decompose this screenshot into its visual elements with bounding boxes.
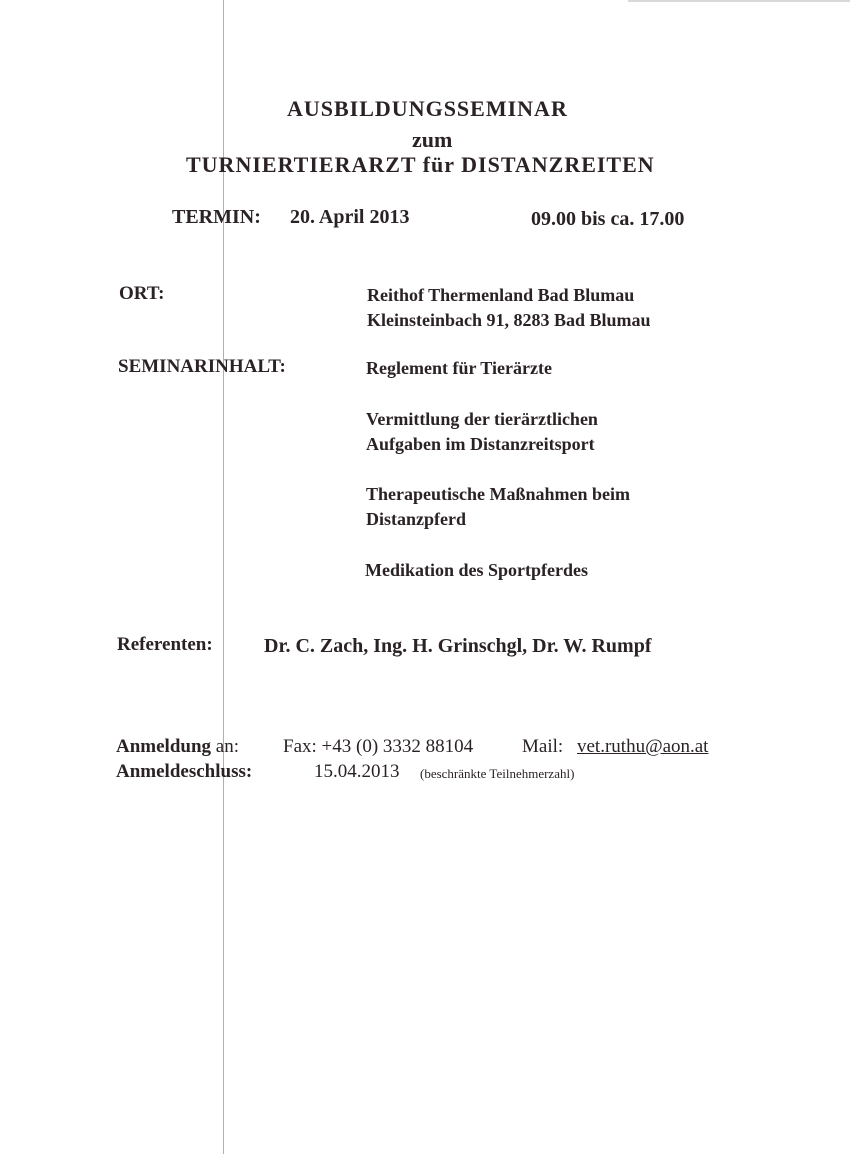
referenten-label: Referenten:	[117, 634, 213, 655]
ort-line-2: Kleinsteinbach 91, 8283 Bad Blumau	[367, 310, 651, 330]
page-edge-line	[628, 0, 850, 2]
anmeldung-label-bold: Anmeldung	[116, 736, 212, 757]
seminarinhalt-item-3-line-2: Distanzpferd	[366, 509, 466, 529]
heading-zum: zum	[412, 127, 453, 152]
ort-line-1: Reithof Thermenland Bad Blumau	[367, 285, 635, 305]
seminarinhalt-label: SEMINARINHALT:	[118, 356, 286, 377]
ort-label: ORT:	[119, 283, 165, 304]
anmeldung-mail-link[interactable]: vet.ruthu@aon.at	[577, 736, 709, 757]
anmeldung-label-rest: an:	[211, 736, 239, 757]
seminarinhalt-item-2-line-1: Vermittlung der tierärztlichen	[366, 409, 598, 429]
seminarinhalt-item-1: Reglement für Tierärzte	[366, 358, 552, 378]
referenten-names: Dr. C. Zach, Ing. H. Grinschgl, Dr. W. Rumpf	[264, 635, 652, 657]
anmeldung-mail-label: Mail:	[522, 736, 564, 757]
heading-topic: TURNIERTIERARZT für DISTANZREITEN	[186, 152, 655, 177]
termin-time: 09.00 bis ca. 17.00	[531, 208, 685, 230]
heading-seminar: AUSBILDUNGSSEMINAR	[287, 96, 568, 121]
termin-label: TERMIN:	[172, 206, 261, 228]
anmeldeschluss-note: (beschränkte Teilnehmerzahl)	[420, 766, 575, 781]
anmeldung-label	[116, 736, 239, 758]
seminarinhalt-item-3-line-1: Therapeutische Maßnahmen beim	[366, 484, 631, 504]
termin-date: 20. April 2013	[290, 206, 410, 228]
anmeldeschluss-date: 15.04.2013	[314, 761, 400, 782]
seminarinhalt-item-4: Medikation des Sportpferdes	[365, 560, 589, 580]
anmeldeschluss-label: Anmeldeschluss:	[116, 761, 253, 782]
anmeldung-fax: Fax: +43 (0) 3332 88104	[283, 736, 474, 757]
seminarinhalt-item-2-line-2: Aufgaben im Distanzreitsport	[366, 434, 595, 454]
